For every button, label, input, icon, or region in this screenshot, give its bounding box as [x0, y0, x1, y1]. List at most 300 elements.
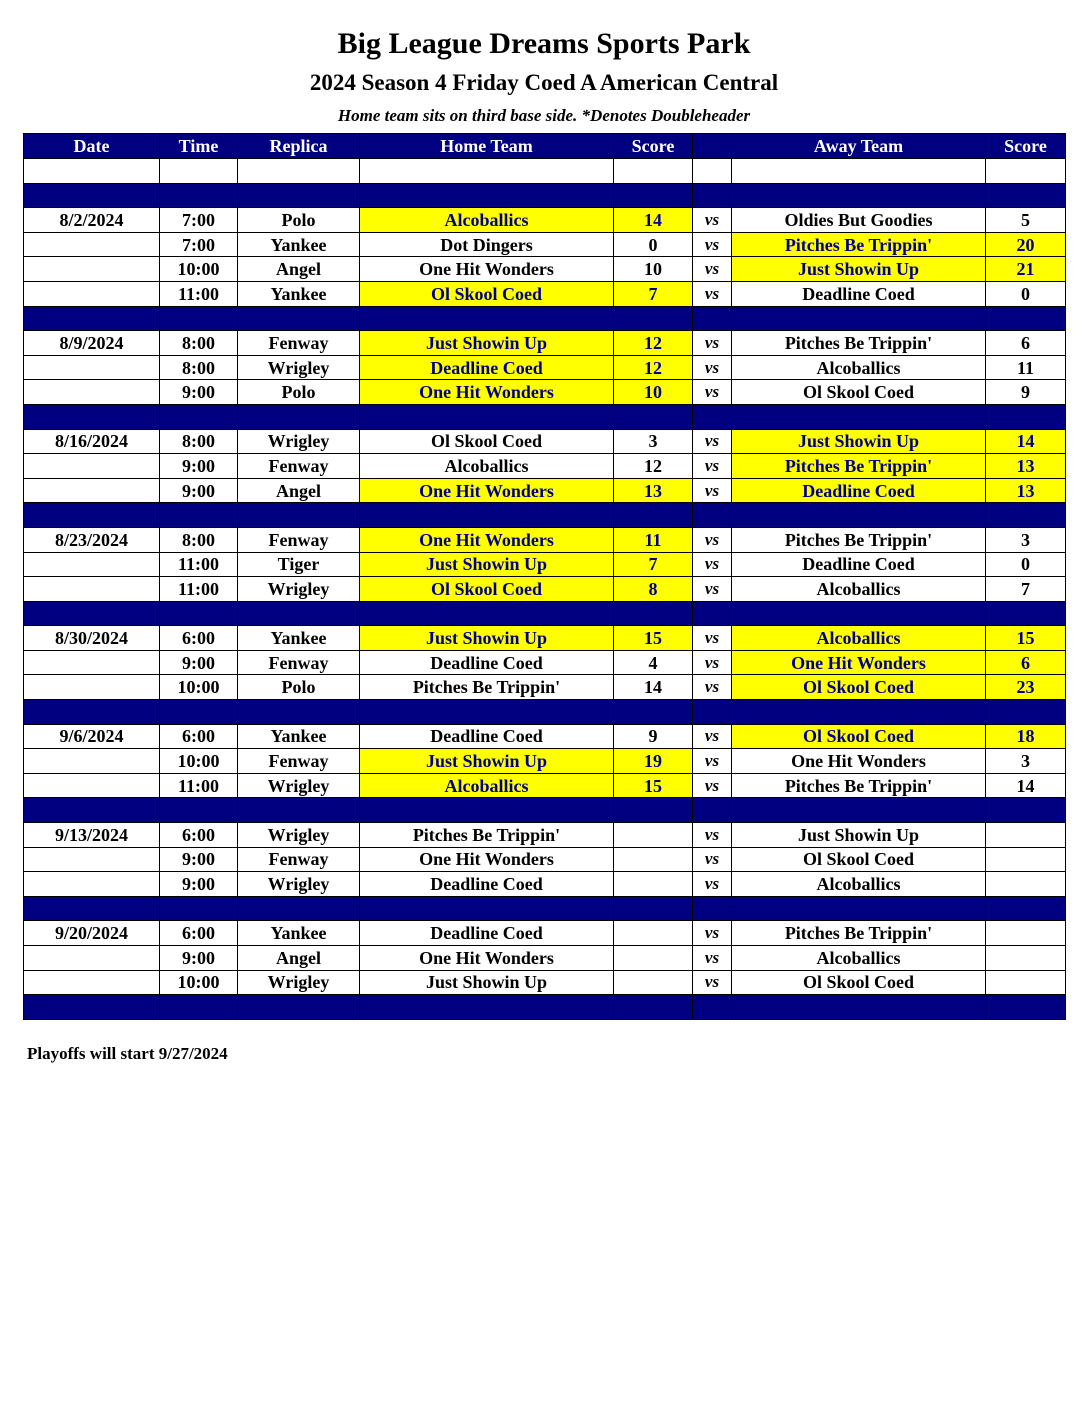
- vs-label: vs: [693, 577, 732, 602]
- away-team: Deadline Coed: [732, 478, 986, 503]
- vs-label: vs: [693, 946, 732, 971]
- game-date: [24, 454, 160, 479]
- away-score: [986, 847, 1066, 872]
- away-score: 18: [986, 724, 1066, 749]
- game-time: 8:00: [160, 331, 238, 356]
- game-time: 6:00: [160, 823, 238, 848]
- vs-label: vs: [693, 626, 732, 651]
- away-score: [986, 970, 1066, 995]
- home-team: One Hit Wonders: [360, 847, 614, 872]
- home-score: 12: [614, 355, 693, 380]
- vs-label: vs: [693, 823, 732, 848]
- separator-cell: [24, 700, 160, 725]
- separator-cell: [986, 306, 1066, 331]
- home-score: 7: [614, 281, 693, 306]
- separator-cell: [238, 798, 360, 823]
- vs-label: vs: [693, 552, 732, 577]
- separator-cell: [24, 995, 160, 1020]
- separator-cell: [238, 183, 360, 208]
- away-team: Ol Skool Coed: [732, 675, 986, 700]
- game-time: 8:00: [160, 429, 238, 454]
- home-score: 12: [614, 331, 693, 356]
- away-team: Ol Skool Coed: [732, 970, 986, 995]
- separator-cell: [160, 503, 238, 528]
- separator-cell: [693, 700, 732, 725]
- separator-cell: [986, 798, 1066, 823]
- separator-cell: [614, 183, 693, 208]
- separator-cell: [986, 503, 1066, 528]
- game-replica: Fenway: [238, 454, 360, 479]
- week-separator-row: [24, 896, 1066, 921]
- away-score: 6: [986, 650, 1066, 675]
- game-row: [24, 257, 1066, 282]
- away-score: 14: [986, 429, 1066, 454]
- game-time: 7:00: [160, 208, 238, 233]
- away-team: Pitches Be Trippin': [732, 331, 986, 356]
- game-replica: Fenway: [238, 331, 360, 356]
- separator-cell: [360, 183, 614, 208]
- game-time: 10:00: [160, 749, 238, 774]
- vs-label: vs: [693, 478, 732, 503]
- home-score: 14: [614, 208, 693, 233]
- game-date: [24, 380, 160, 405]
- separator-cell: [360, 306, 614, 331]
- game-date: 9/6/2024: [24, 724, 160, 749]
- game-row: [24, 527, 1066, 552]
- game-replica: Fenway: [238, 847, 360, 872]
- game-row: [24, 331, 1066, 356]
- game-date: 8/9/2024: [24, 331, 160, 356]
- vs-label: vs: [693, 675, 732, 700]
- game-replica: Wrigley: [238, 577, 360, 602]
- game-row: [24, 921, 1066, 946]
- separator-cell: [732, 896, 986, 921]
- game-time: 8:00: [160, 527, 238, 552]
- home-score: 8: [614, 577, 693, 602]
- game-row: [24, 650, 1066, 675]
- game-row: [24, 823, 1066, 848]
- game-row: [24, 970, 1066, 995]
- game-replica: Yankee: [238, 232, 360, 257]
- separator-cell: [732, 306, 986, 331]
- separator-cell: [160, 183, 238, 208]
- table-header-row: [24, 134, 1066, 159]
- home-score: [614, 823, 693, 848]
- home-score: 15: [614, 626, 693, 651]
- game-date: [24, 650, 160, 675]
- game-time: 9:00: [160, 454, 238, 479]
- home-team: Just Showin Up: [360, 552, 614, 577]
- home-score: 10: [614, 257, 693, 282]
- separator-cell: [24, 183, 160, 208]
- away-team: Deadline Coed: [732, 281, 986, 306]
- home-team: Ol Skool Coed: [360, 429, 614, 454]
- separator-cell: [693, 798, 732, 823]
- away-score: 13: [986, 454, 1066, 479]
- separator-cell: [360, 896, 614, 921]
- vs-label: vs: [693, 773, 732, 798]
- header-home-team: Home Team: [360, 134, 614, 159]
- separator-cell: [732, 798, 986, 823]
- schedule-note: Home team sits on third base side. *Denotes Doubleheader: [337, 106, 751, 125]
- separator-cell: [238, 995, 360, 1020]
- game-replica: Angel: [238, 257, 360, 282]
- game-row: [24, 429, 1066, 454]
- vs-label: vs: [693, 749, 732, 774]
- away-score: [986, 823, 1066, 848]
- vs-label: vs: [693, 429, 732, 454]
- home-team: One Hit Wonders: [360, 478, 614, 503]
- separator-cell: [160, 700, 238, 725]
- separator-cell: [732, 601, 986, 626]
- away-team: Alcoballics: [732, 946, 986, 971]
- header-home-score: Score: [614, 134, 693, 159]
- game-time: 9:00: [160, 946, 238, 971]
- blank-cell: [693, 159, 732, 184]
- home-team: Deadline Coed: [360, 921, 614, 946]
- header-date: Date: [24, 134, 160, 159]
- game-time: 6:00: [160, 724, 238, 749]
- separator-cell: [360, 404, 614, 429]
- game-replica: Polo: [238, 208, 360, 233]
- game-date: [24, 281, 160, 306]
- separator-cell: [24, 798, 160, 823]
- separator-cell: [986, 404, 1066, 429]
- home-team: Deadline Coed: [360, 724, 614, 749]
- blank-cell: [732, 159, 986, 184]
- away-score: 7: [986, 577, 1066, 602]
- week-separator-row: [24, 700, 1066, 725]
- away-team: Ol Skool Coed: [732, 847, 986, 872]
- home-score: 19: [614, 749, 693, 774]
- separator-cell: [24, 404, 160, 429]
- game-replica: Wrigley: [238, 355, 360, 380]
- separator-cell: [693, 601, 732, 626]
- home-team: Deadline Coed: [360, 650, 614, 675]
- game-row: [24, 281, 1066, 306]
- home-team: Deadline Coed: [360, 355, 614, 380]
- home-team: One Hit Wonders: [360, 527, 614, 552]
- header-replica: Replica: [238, 134, 360, 159]
- vs-label: vs: [693, 355, 732, 380]
- separator-cell: [238, 700, 360, 725]
- week-separator-row: [24, 798, 1066, 823]
- vs-label: vs: [693, 724, 732, 749]
- blank-cell: [160, 159, 238, 184]
- separator-cell: [238, 306, 360, 331]
- game-time: 9:00: [160, 650, 238, 675]
- game-date: [24, 946, 160, 971]
- vs-label: vs: [693, 527, 732, 552]
- home-team: One Hit Wonders: [360, 380, 614, 405]
- game-replica: Tiger: [238, 552, 360, 577]
- separator-cell: [986, 896, 1066, 921]
- game-row: [24, 626, 1066, 651]
- away-team: Just Showin Up: [732, 823, 986, 848]
- away-score: 20: [986, 232, 1066, 257]
- blank-cell: [986, 159, 1066, 184]
- game-replica: Wrigley: [238, 429, 360, 454]
- game-time: 10:00: [160, 257, 238, 282]
- away-team: One Hit Wonders: [732, 749, 986, 774]
- separator-cell: [732, 995, 986, 1020]
- week-separator-row: [24, 503, 1066, 528]
- away-score: 9: [986, 380, 1066, 405]
- separator-cell: [614, 700, 693, 725]
- game-replica: Yankee: [238, 626, 360, 651]
- separator-cell: [693, 896, 732, 921]
- game-time: 11:00: [160, 773, 238, 798]
- game-date: 8/2/2024: [24, 208, 160, 233]
- vs-label: vs: [693, 331, 732, 356]
- game-replica: Polo: [238, 380, 360, 405]
- game-row: [24, 773, 1066, 798]
- game-time: 10:00: [160, 970, 238, 995]
- separator-cell: [238, 896, 360, 921]
- separator-cell: [732, 503, 986, 528]
- vs-label: vs: [693, 970, 732, 995]
- vs-label: vs: [693, 454, 732, 479]
- game-date: [24, 552, 160, 577]
- game-replica: Wrigley: [238, 823, 360, 848]
- game-time: 9:00: [160, 478, 238, 503]
- home-team: One Hit Wonders: [360, 257, 614, 282]
- home-team: Dot Dingers: [360, 232, 614, 257]
- home-score: [614, 970, 693, 995]
- game-replica: Yankee: [238, 281, 360, 306]
- away-score: 0: [986, 281, 1066, 306]
- home-team: Just Showin Up: [360, 626, 614, 651]
- home-team: Alcoballics: [360, 773, 614, 798]
- blank-cell: [238, 159, 360, 184]
- away-team: Alcoballics: [732, 577, 986, 602]
- home-team: Just Showin Up: [360, 331, 614, 356]
- game-date: [24, 577, 160, 602]
- game-row: [24, 724, 1066, 749]
- away-score: 11: [986, 355, 1066, 380]
- separator-cell: [160, 896, 238, 921]
- separator-cell: [160, 306, 238, 331]
- separator-cell: [986, 995, 1066, 1020]
- separator-cell: [24, 896, 160, 921]
- away-team: Just Showin Up: [732, 429, 986, 454]
- game-date: 9/20/2024: [24, 921, 160, 946]
- vs-label: vs: [693, 847, 732, 872]
- separator-cell: [986, 700, 1066, 725]
- game-replica: Fenway: [238, 749, 360, 774]
- separator-cell: [238, 601, 360, 626]
- vs-label: vs: [693, 380, 732, 405]
- page-subtitle: 2024 Season 4 Friday Coed A American Central: [309, 70, 779, 95]
- home-score: 13: [614, 478, 693, 503]
- game-time: 10:00: [160, 675, 238, 700]
- game-row: [24, 872, 1066, 897]
- home-team: Ol Skool Coed: [360, 281, 614, 306]
- blank-cell: [360, 159, 614, 184]
- schedule-table: [23, 133, 1066, 1020]
- blank-row: [24, 159, 1066, 184]
- home-score: 12: [614, 454, 693, 479]
- away-team: Pitches Be Trippin': [732, 232, 986, 257]
- game-replica: Yankee: [238, 724, 360, 749]
- game-date: [24, 847, 160, 872]
- away-team: Alcoballics: [732, 872, 986, 897]
- game-date: [24, 872, 160, 897]
- separator-cell: [238, 404, 360, 429]
- separator-cell: [24, 601, 160, 626]
- home-score: 11: [614, 527, 693, 552]
- game-row: [24, 478, 1066, 503]
- separator-cell: [693, 404, 732, 429]
- header-time: Time: [160, 134, 238, 159]
- week-separator-row: [24, 183, 1066, 208]
- vs-label: vs: [693, 872, 732, 897]
- separator-cell: [614, 404, 693, 429]
- separator-cell: [693, 183, 732, 208]
- schedule-body: [24, 159, 1066, 1020]
- game-row: [24, 577, 1066, 602]
- away-team: Pitches Be Trippin': [732, 454, 986, 479]
- game-replica: Wrigley: [238, 970, 360, 995]
- home-score: 9: [614, 724, 693, 749]
- separator-cell: [614, 798, 693, 823]
- separator-cell: [160, 995, 238, 1020]
- vs-label: vs: [693, 650, 732, 675]
- game-date: 9/13/2024: [24, 823, 160, 848]
- home-team: Pitches Be Trippin': [360, 675, 614, 700]
- separator-cell: [732, 700, 986, 725]
- away-score: 23: [986, 675, 1066, 700]
- game-replica: Fenway: [238, 650, 360, 675]
- separator-cell: [693, 306, 732, 331]
- away-team: Pitches Be Trippin': [732, 527, 986, 552]
- vs-label: vs: [693, 921, 732, 946]
- game-time: 11:00: [160, 552, 238, 577]
- separator-cell: [360, 995, 614, 1020]
- separator-cell: [360, 503, 614, 528]
- separator-cell: [360, 700, 614, 725]
- separator-cell: [732, 183, 986, 208]
- game-row: [24, 208, 1066, 233]
- week-separator-row: [24, 995, 1066, 1020]
- header-away-team: Away Team: [732, 134, 986, 159]
- game-time: 6:00: [160, 626, 238, 651]
- separator-cell: [24, 306, 160, 331]
- separator-cell: [160, 404, 238, 429]
- home-score: [614, 872, 693, 897]
- away-team: Pitches Be Trippin': [732, 773, 986, 798]
- away-score: [986, 872, 1066, 897]
- game-replica: Fenway: [238, 527, 360, 552]
- game-date: [24, 773, 160, 798]
- blank-cell: [614, 159, 693, 184]
- vs-label: vs: [693, 208, 732, 233]
- game-replica: Angel: [238, 946, 360, 971]
- home-score: 3: [614, 429, 693, 454]
- away-score: 0: [986, 552, 1066, 577]
- blank-cell: [24, 159, 160, 184]
- game-time: 11:00: [160, 577, 238, 602]
- home-score: 0: [614, 232, 693, 257]
- separator-cell: [614, 601, 693, 626]
- game-replica: Wrigley: [238, 872, 360, 897]
- away-score: 5: [986, 208, 1066, 233]
- game-time: 8:00: [160, 355, 238, 380]
- home-score: [614, 946, 693, 971]
- home-team: One Hit Wonders: [360, 946, 614, 971]
- game-time: 9:00: [160, 380, 238, 405]
- game-replica: Wrigley: [238, 773, 360, 798]
- away-team: Oldies But Goodies: [732, 208, 986, 233]
- game-date: [24, 257, 160, 282]
- away-score: 13: [986, 478, 1066, 503]
- home-team: Just Showin Up: [360, 970, 614, 995]
- away-score: 3: [986, 749, 1066, 774]
- game-replica: Polo: [238, 675, 360, 700]
- separator-cell: [732, 404, 986, 429]
- away-team: One Hit Wonders: [732, 650, 986, 675]
- week-separator-row: [24, 306, 1066, 331]
- vs-label: vs: [693, 257, 732, 282]
- home-score: 14: [614, 675, 693, 700]
- game-date: [24, 478, 160, 503]
- separator-cell: [238, 503, 360, 528]
- home-score: [614, 847, 693, 872]
- game-row: [24, 454, 1066, 479]
- away-team: Pitches Be Trippin': [732, 921, 986, 946]
- away-score: [986, 946, 1066, 971]
- separator-cell: [693, 995, 732, 1020]
- game-date: [24, 675, 160, 700]
- separator-cell: [160, 601, 238, 626]
- game-row: [24, 552, 1066, 577]
- game-row: [24, 847, 1066, 872]
- separator-cell: [693, 503, 732, 528]
- away-team: Just Showin Up: [732, 257, 986, 282]
- away-score: 14: [986, 773, 1066, 798]
- game-row: [24, 355, 1066, 380]
- game-date: [24, 232, 160, 257]
- home-team: Deadline Coed: [360, 872, 614, 897]
- home-score: 4: [614, 650, 693, 675]
- week-separator-row: [24, 601, 1066, 626]
- away-team: Alcoballics: [732, 626, 986, 651]
- header-vs: [693, 134, 732, 159]
- game-replica: Angel: [238, 478, 360, 503]
- vs-label: vs: [693, 281, 732, 306]
- home-score: 7: [614, 552, 693, 577]
- header-away-score: Score: [986, 134, 1066, 159]
- away-team: Alcoballics: [732, 355, 986, 380]
- game-row: [24, 232, 1066, 257]
- game-row: [24, 946, 1066, 971]
- separator-cell: [360, 798, 614, 823]
- away-score: 15: [986, 626, 1066, 651]
- away-team: Ol Skool Coed: [732, 380, 986, 405]
- away-team: Deadline Coed: [732, 552, 986, 577]
- separator-cell: [986, 183, 1066, 208]
- away-score: 3: [986, 527, 1066, 552]
- game-date: 8/30/2024: [24, 626, 160, 651]
- home-score: [614, 921, 693, 946]
- away-team: Ol Skool Coed: [732, 724, 986, 749]
- separator-cell: [614, 995, 693, 1020]
- game-row: [24, 380, 1066, 405]
- away-score: 6: [986, 331, 1066, 356]
- game-time: 6:00: [160, 921, 238, 946]
- game-time: 9:00: [160, 872, 238, 897]
- game-time: 11:00: [160, 281, 238, 306]
